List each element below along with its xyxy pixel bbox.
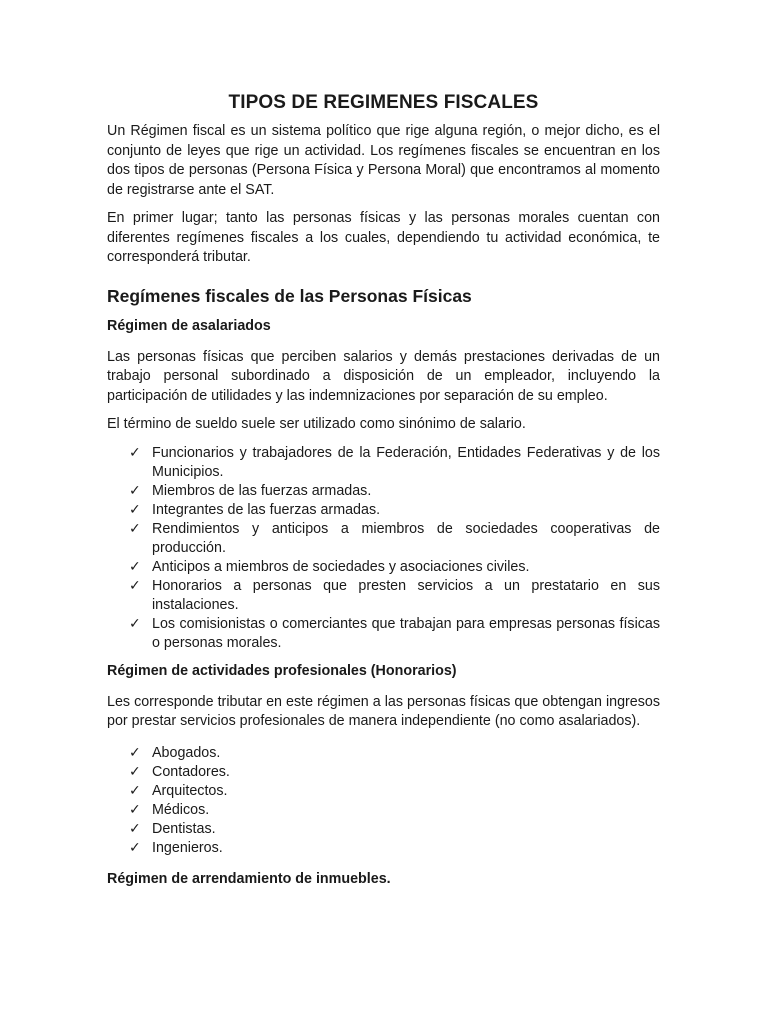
list-item: ✓ Abogados. (129, 744, 221, 761)
section-heading: Regímenes fiscales de las Personas Físicas (107, 285, 472, 306)
checkmark-icon: ✓ (129, 839, 141, 856)
checkmark-icon: ✓ (129, 444, 141, 461)
list-item: ✓ Miembros de las fuerzas armadas. (129, 482, 372, 499)
honorarios-heading: Régimen de actividades profesionales (Honorarios) (107, 662, 457, 679)
list-item: ✓ Médicos. (129, 801, 210, 818)
checkmark-icon: ✓ (129, 744, 141, 761)
checkmark-icon: ✓ (129, 482, 141, 499)
list-item: ✓ Rendimientos y anticipos a miembros de sociedades cooperativas de producción. (129, 520, 660, 556)
checkmark-icon: ✓ (129, 801, 141, 818)
checkmark-icon: ✓ (129, 501, 141, 518)
asalariados-list (107, 444, 660, 653)
checkmark-icon: ✓ (129, 615, 141, 632)
asalariados-heading: Régimen de asalariados (107, 317, 271, 334)
arrendamiento-heading: Régimen de arrendamiento de inmuebles. (107, 870, 391, 887)
list-item: ✓ Ingenieros. (129, 839, 223, 856)
checkmark-icon: ✓ (129, 577, 141, 594)
list-item: ✓ Arquitectos. (129, 782, 228, 799)
checkmark-icon: ✓ (129, 782, 141, 799)
list-item: ✓ Los comisionistas o comerciantes que trabajan para empresas personas físicas o personas morales. (129, 615, 660, 651)
intro-paragraph-1: Un Régimen fiscal es un sistema político que rige alguna región, o mejor dicho, es el conjunto de leyes que rige un actividad. Los regímenes fiscales se encuentran en los dos tipos de personas (Persona Física y Persona Moral) que encontramos al momento de registrarse ante el SAT. (107, 123, 660, 198)
document-title: TIPOS DE REGIMENES FISCALES (228, 92, 539, 113)
list-item: ✓ Anticipos a miembros de sociedades y asociaciones civiles. (129, 558, 530, 575)
list-item: ✓ Integrantes de las fuerzas armadas. (129, 501, 381, 518)
asalariados-paragraph-2: El término de sueldo suele ser utilizado como sinónimo de salario. (107, 416, 526, 432)
checkmark-icon: ✓ (129, 520, 141, 537)
honorarios-list (107, 744, 660, 858)
checkmark-icon: ✓ (129, 820, 141, 837)
intro-paragraph-2: En primer lugar; tanto las personas físicas y las personas morales cuentan con diferentes regímenes fiscales a los cuales, dependiendo tu actividad económica, te corresponderá tributar. (107, 210, 660, 265)
document-page (107, 92, 660, 901)
list-item: ✓ Contadores. (129, 763, 230, 780)
list-item: ✓ Funcionarios y trabajadores de la Federación, Entidades Federativas y de los Municipios. (129, 444, 660, 480)
list-item: ✓ Dentistas. (129, 820, 216, 837)
honorarios-paragraph: Les corresponde tributar en este régimen a las personas físicas que obtengan ingresos por prestar servicios profesionales de manera independiente (no como asalariados). (107, 693, 660, 729)
checkmark-icon: ✓ (129, 558, 141, 575)
asalariados-paragraph-1: Las personas físicas que perciben salarios y demás prestaciones derivadas de un trabajo personal subordinado a disposición de un empleador, incluyendo la participación de utilidades y las indemnizaciones por separación de su empleo. (107, 348, 660, 404)
list-item: ✓ Honorarios a personas que presten servicios a un prestatario en sus instalaciones. (129, 577, 660, 613)
checkmark-icon: ✓ (129, 763, 141, 780)
